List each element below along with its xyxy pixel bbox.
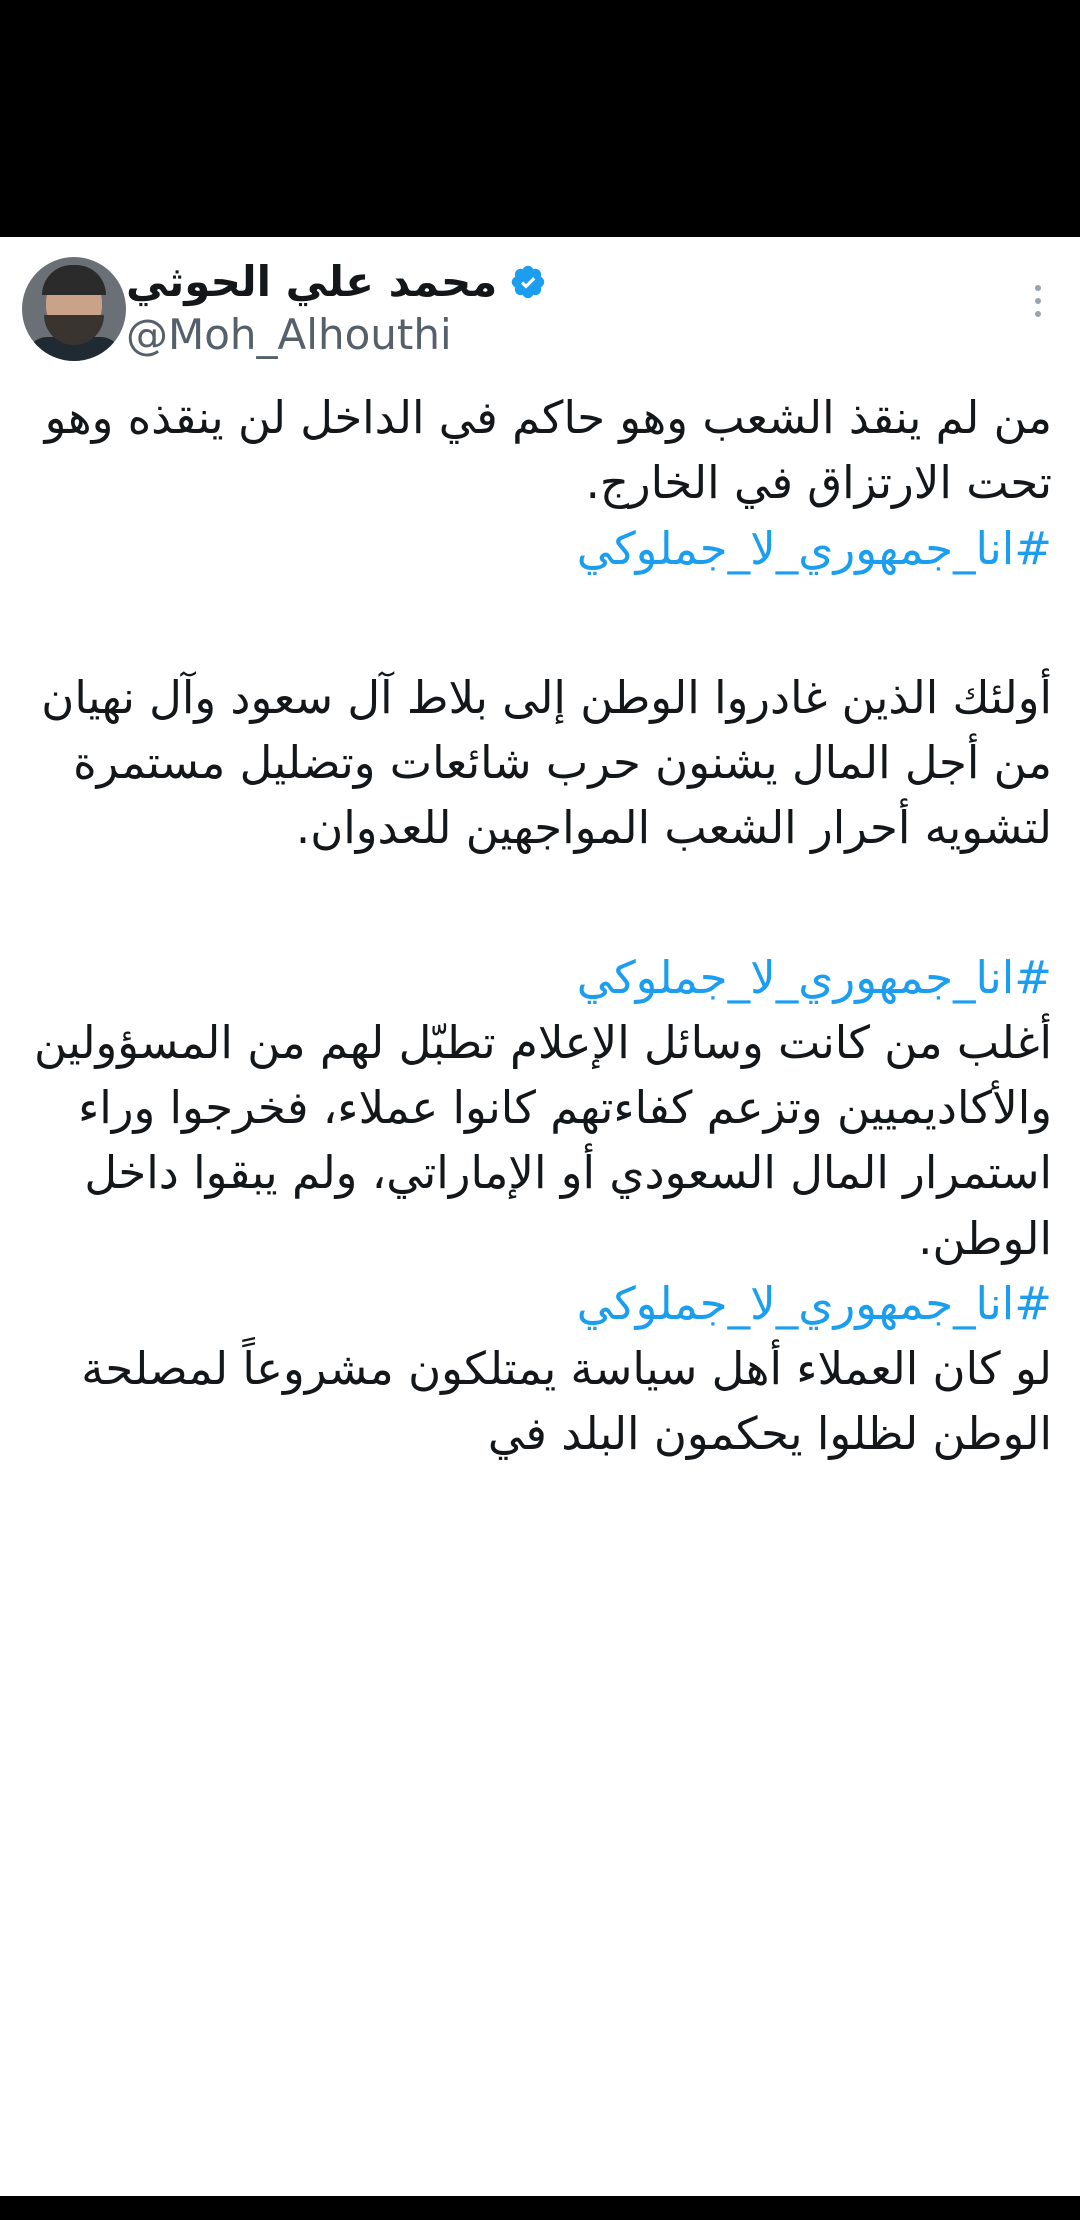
tweet-hashtag-2[interactable]: #انا_جمهوري_لا_جملوكي: [576, 950, 1052, 1004]
tweet-hashtag-1[interactable]: #انا_جمهوري_لا_جملوكي: [576, 521, 1052, 575]
tweet-paragraph-3: أغلب من كانت وسائل الإعلام تطبّل لهم من المسؤولين والأكاديميين وتزعم كفاءتهم كانوا عملاء، فخرجوا وراء استمرار المال السعودي أو الإماراتي، ولم يبقوا داخل الوطن.: [34, 1015, 1052, 1265]
tweet-paragraph-2: أولئك الذين غادروا الوطن إلى بلاط آل سعود وآل نهيان من أجل المال يشنون حرب شائعات وتضليل مستمرة لتشويه أحرار الشعب المواجهين للعدوان.: [41, 670, 1052, 855]
display-name-row: [126, 259, 547, 305]
tweet-body: [0, 385, 1080, 1467]
letterbox-bottom: [0, 2196, 1080, 2220]
tweet-header: [0, 237, 1080, 385]
tweet-paragraph-4: لو كان العملاء أهل سياسة يمتلكون مشروعاً لمصلحة الوطن لظلوا يحكمون البلد في: [81, 1342, 1052, 1461]
tweet-hashtag-3[interactable]: #انا_جمهوري_لا_جملوكي: [576, 1276, 1052, 1330]
paragraph-gap: [28, 581, 1052, 665]
tweet-card[interactable]: [0, 237, 1080, 2196]
letterbox-top: [0, 0, 1080, 237]
author-names: [126, 251, 1018, 362]
author-handle[interactable]: @Moh_Alhouthi: [126, 310, 452, 360]
author-display-name: محمد علي الحوثي: [126, 257, 498, 306]
tweet-paragraph-1: من لم ينقذ الشعب وهو حاكم في الداخل لن ينقذه وهو تحت الارتزاق في الخارج.: [44, 391, 1052, 510]
avatar[interactable]: [22, 257, 126, 361]
more-options-icon[interactable]: [1018, 251, 1058, 317]
verified-badge-icon: [509, 263, 547, 301]
paragraph-gap: [28, 861, 1052, 945]
